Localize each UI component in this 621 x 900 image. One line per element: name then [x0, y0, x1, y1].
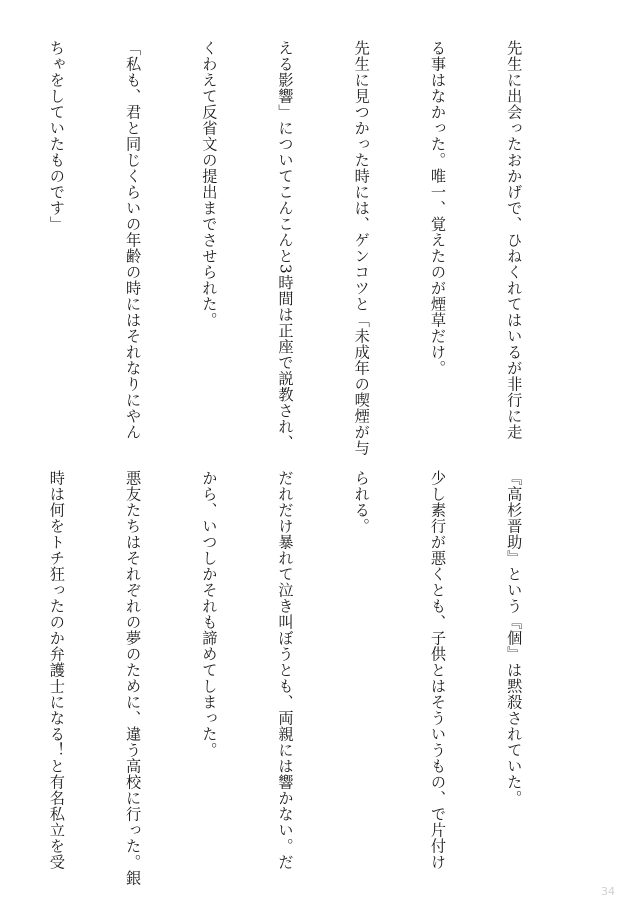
text-line: られる。	[352, 470, 371, 534]
text-line: 先生に見つかった時には、ゲンコツと「未成年の喫煙が与	[352, 40, 371, 456]
text-block-top	[0, 40, 577, 456]
text-line: える影響」についてこんこんと3時間は正座で説教され、	[276, 40, 295, 451]
text-line: 「私も、君と同じくらいの年齢の時にはそれなりにやん	[124, 40, 143, 440]
text-line: 少し素行が悪くとも、子供とはそういうもの、で片付け	[428, 470, 447, 870]
text-line: 悪友たちはそれぞれの夢のために、違う高校に行った。銀	[124, 470, 143, 886]
text-block-bottom	[0, 470, 577, 886]
text-line: る事はなかった。唯一、覚えたのが煙草だけ。	[428, 40, 447, 376]
text-line: くわえて反省文の提出までさせられた。	[200, 40, 219, 328]
text-line: 時は何をトチ狂ったのか弁護士になる！と有名私立を受	[47, 470, 66, 870]
text-line: 先生に出会ったおかげで、ひねくれてはいるが非行に走	[505, 40, 524, 440]
text-line: から、いつしかそれも諦めてしまった。	[200, 470, 219, 758]
text-line: 『高杉晋助』という『個』は黙殺されていた。	[505, 470, 524, 806]
page-number: 34	[601, 885, 615, 898]
text-line: ちゃをしていたものです」	[47, 40, 66, 232]
text-line: だれだけ暴れて泣き叫ぼうとも、両親には響かない。だ	[276, 470, 295, 870]
